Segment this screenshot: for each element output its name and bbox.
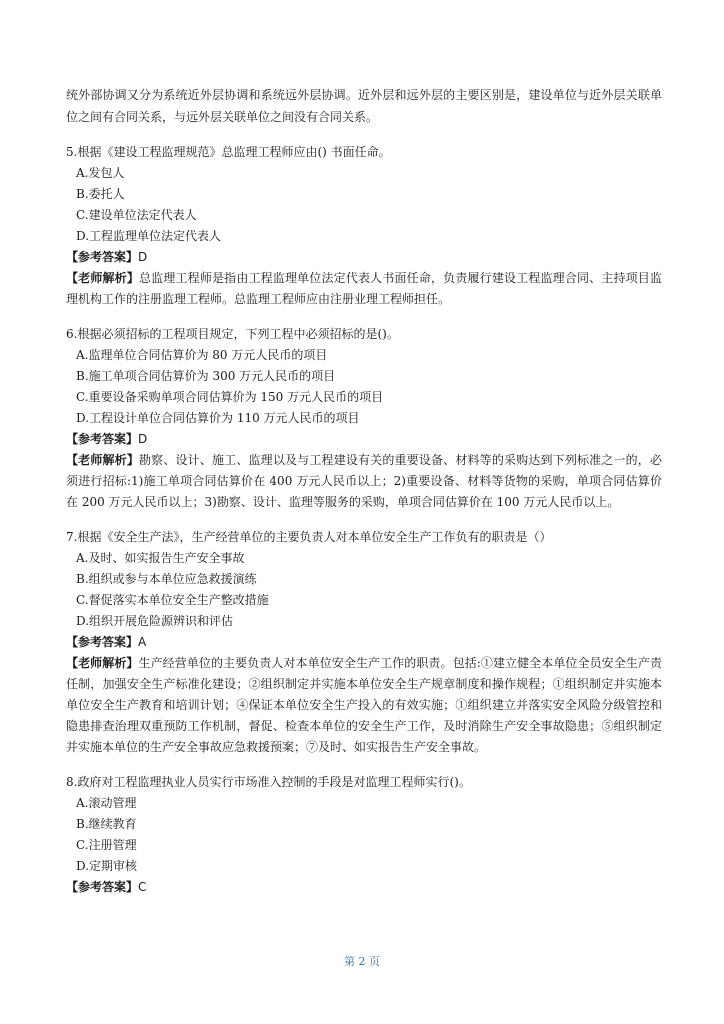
question-6 — [66, 324, 662, 513]
option-d: D.工程监理单位法定代表人 — [76, 229, 222, 243]
option-b: B.继续教育 — [76, 817, 137, 831]
question-stem: 6.根据必须招标的工程项目规定，下列工程中必须招标的是()。 — [66, 327, 399, 341]
answer-value: D — [138, 250, 148, 264]
option-d: D.定期审核 — [76, 859, 138, 873]
answer-tag: 【参考答案】 — [66, 250, 139, 264]
question-stem: 7.根据《安全生产法》，生产经营单位的主要负责人对本单位安全生产工作负有的职责是（） — [66, 530, 552, 544]
answer-value: A — [138, 635, 147, 649]
answer-tag: 【参考答案】 — [66, 432, 139, 446]
answer-tag: 【参考答案】 — [66, 880, 139, 894]
option-c: C.重要设备采购单项合同估算价为 150 万元人民币的项目 — [76, 390, 384, 404]
analysis-text: 总监理工程师是指由工程监理单位法定代表人书面任命，负责履行建设工程监理合同、主持项目监理机构工作的注册监理工程师。总监理工程师应由注册业理工程师担任。 — [66, 271, 662, 306]
page-number: 第 2 页 — [344, 955, 380, 968]
question-stem: 5.根据《建设工程监理规范》总监理工程师应由() 书面任命。 — [66, 145, 391, 159]
option-c: C.注册管理 — [76, 838, 137, 852]
option-b: B.委托人 — [76, 187, 125, 201]
question-7 — [66, 527, 662, 758]
answer-line — [66, 429, 662, 450]
option-a: A.滚动管理 — [76, 796, 137, 810]
answer-value: C — [138, 880, 147, 894]
analysis-tag: 【老师解析】 — [66, 271, 139, 285]
question-stem: 8.政府对工程监理执业人员实行市场准入控制的手段是对监理工程师实行()。 — [66, 775, 471, 789]
option-c: C.建设单位法定代表人 — [76, 208, 197, 222]
analysis-line — [66, 653, 662, 758]
answer-line — [66, 877, 662, 898]
question-5 — [66, 142, 662, 310]
option-b: B.组织或参与本单位应急救援演练 — [76, 572, 257, 586]
option-d: D.工程设计单位合同估算价为 110 万元人民币的项目 — [76, 411, 360, 425]
page-content — [66, 84, 662, 898]
answer-line — [66, 247, 662, 268]
analysis-line — [66, 268, 662, 310]
analysis-tag: 【老师解析】 — [66, 656, 139, 670]
analysis-text: 勘察、设计、施工、监理以及与工程建设有关的重要设备、材料等的采购达到下列标准之一的，必须进行招标:1)施工单项合同估算价在 400 万元人民币以上；2)重要设备、材料等货物的采购，单项合同估算价在 200 万元人民币以上；3)勘察、设计、监理等服务的采购，单项合同估算价在 100 万元人民币以上。 — [66, 453, 662, 509]
answer-line — [66, 632, 662, 653]
option-a: A.监理单位合同估算价为 80 万元人民币的项目 — [76, 348, 328, 362]
analysis-tag: 【老师解析】 — [66, 453, 139, 467]
question-8 — [66, 772, 662, 898]
option-c: C.督促落实本单位安全生产整改措施 — [76, 593, 269, 607]
analysis-line — [66, 450, 662, 513]
answer-tag: 【参考答案】 — [66, 635, 139, 649]
option-d: D.组织开展危险源辨识和评估 — [76, 614, 234, 628]
analysis-text: 生产经营单位的主要负责人对本单位安全生产工作的职责。包括:①建立健全本单位全员安全生产责任制，加强安全生产标准化建设；②组织制定并实施本单位安全生产规章制度和操作规程；①组织制定并实施本单位安全生产教育和培训计划；④保证本单位安全生产投入的有效实施；①组织建立并落实安全风险分级管控和隐患排查治理双重预防工作机制，督促、检查本单位的安全生产工作，及时消除生产安全事故隐患；⑤组织制定并实施本单位的生产安全事故应急救援预案；⑦及时、如实报告生产安全事故。 — [66, 656, 662, 754]
option-a: A.及时、如实报告生产安全事故 — [76, 551, 245, 565]
option-b: B.施工单项合同估算价为 300 万元人民币的项目 — [76, 369, 336, 383]
answer-value: D — [138, 432, 148, 446]
intro-paragraph: 统外部协调又分为系统近外层协调和系统远外层协调。近外层和远外层的主要区别是，建设单位与近外层关联单位之间有合同关系，与远外层关联单位之间没有合同关系。 — [66, 88, 662, 124]
option-a: A.发包人 — [76, 166, 125, 180]
